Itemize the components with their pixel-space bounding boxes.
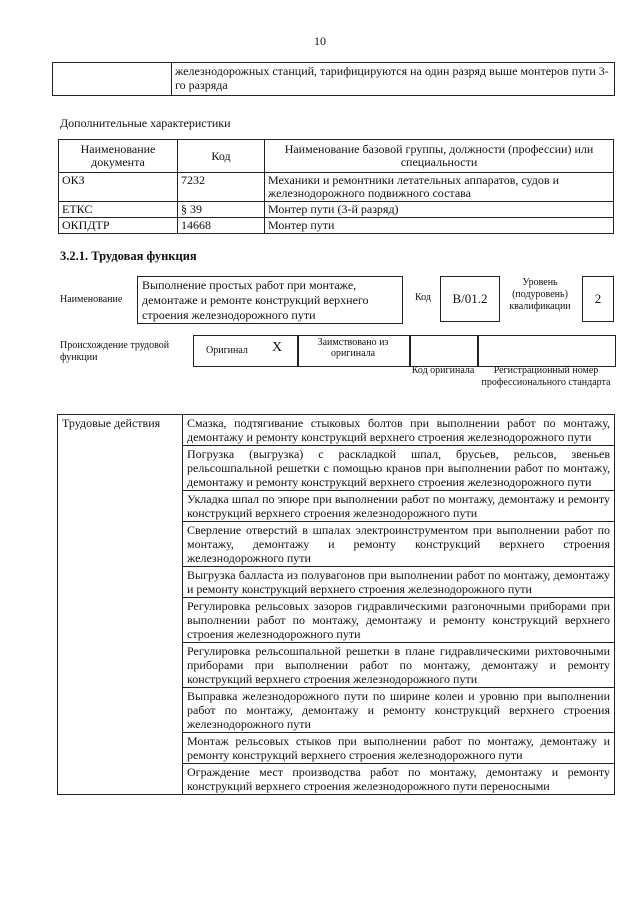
labor-actions-label: Трудовые действия	[58, 415, 183, 795]
original-code-label: Код оригинала	[411, 365, 475, 376]
original-code-box	[410, 335, 478, 367]
header-doc: Наименование документа	[59, 140, 178, 173]
labor-action-item: Смазка, подтягивание стыковых болтов при выполнении работ по монтажу, демонтажу и ремонту конструкций верхнего строения железнодорожного пути	[183, 415, 615, 446]
table-row	[59, 218, 614, 234]
name-cell: Механики и ремонтники летательных аппаратов, судов и железнодорожного подвижного состава	[265, 173, 614, 202]
original-mark: X	[272, 340, 283, 355]
labor-action-item: Ограждение мест производства работ по монтажу, демонтажу и ремонту конструкций верхнего строения железнодорожного пути переносными	[183, 764, 615, 795]
empty-cell	[53, 63, 172, 96]
labor-action-item: Регулировка рельсовых зазоров гидравлическими разгоночными приборами при выполнении работ по монтажу, демонтажу и ремонту конструкций верхнего строения железнодорожного пути	[183, 598, 615, 643]
labor-action-item: Выправка железнодорожного пути по ширине колеи и уровню при выполнении работ по монтажу, демонтажу и ремонту конструкций верхнего строения железнодорожного пути	[183, 688, 615, 733]
reg-number-label: Регистрационный номер профессионального стандарта	[481, 365, 611, 388]
borrowed-label: Заимствовано из оригинала	[317, 337, 389, 359]
function-code-box: В/01.2	[440, 276, 500, 322]
table-row	[53, 63, 615, 96]
continuation-text: железнодорожных станций, тарифицируются на один разряд выше монтеров пути 3-го разряда	[172, 63, 615, 96]
doc-cell: ЕТКС	[59, 202, 178, 218]
labor-action-item: Укладка шпал по эпюре при выполнении работ по монтажу, демонтажу и ремонту конструкций верхнего строения железнодорожного пути	[183, 491, 615, 522]
qualification-level-box: 2	[582, 276, 614, 322]
function-heading: 3.2.1. Трудовая функция	[60, 249, 197, 263]
qualification-level-label: Уровень (подуровень) квалификации	[509, 277, 571, 312]
table-row	[58, 415, 615, 446]
name-cell: Монтер пути	[265, 218, 614, 234]
code-label: Код	[415, 292, 431, 303]
name-label: Наименование	[60, 294, 123, 305]
labor-action-item: Выгрузка балласта из полувагонов при выполнении работ по монтажу, демонтажу и ремонту конструкций верхнего строения железнодорожного пути	[183, 567, 615, 598]
labor-action-item: Погрузка (выгрузка) с раскладкой шпал, брусьев, рельсов, звеньев рельсошпальной решетки с помощью кранов при выполнении работ по монтажу, демонтажу и ремонту конструкций верхнего строения железнодорожного пути	[183, 446, 615, 491]
code-cell: 14668	[178, 218, 265, 234]
doc-cell: ОКЗ	[59, 173, 178, 202]
additional-characteristics-table	[58, 139, 614, 234]
function-name-box: Выполнение простых работ при монтаже, демонтаже и ремонте конструкций верхнего строения железнодорожного пути	[137, 276, 403, 324]
header-code: Код	[178, 140, 265, 173]
labor-actions-table	[57, 414, 615, 795]
labor-action-item: Регулировка рельсошпальной решетки в плане гидравлическими рихтовочными приборами при выполнении работ по монтажу, демонтажу и ремонту конструкций верхнего строения железнодорожного пути	[183, 643, 615, 688]
doc-cell: ОКПДТР	[59, 218, 178, 234]
labor-action-item: Сверление отверстий в шпалах электроинструментом при выполнении работ по монтажу, демонтажу и ремонту конструкций верхнего строения железнодорожного пути	[183, 522, 615, 567]
table-row	[59, 173, 614, 202]
code-cell: 7232	[178, 173, 265, 202]
page-number: 10	[314, 34, 326, 48]
code-cell: § 39	[178, 202, 265, 218]
name-cell: Монтер пути (3-й разряд)	[265, 202, 614, 218]
continuation-table	[52, 62, 615, 96]
header-name: Наименование базовой группы, должности (профессии) или специальности	[265, 140, 614, 173]
additional-characteristics-label: Дополнительные характеристики	[60, 116, 231, 130]
reg-number-box	[478, 335, 616, 367]
table-row	[59, 202, 614, 218]
table-header-row	[59, 140, 614, 173]
origin-label: Происхождение трудовой функции	[60, 340, 170, 363]
labor-action-item: Монтаж рельсовых стыков при выполнении работ по монтажу, демонтажу и ремонту конструкций верхнего строения железнодорожного пути	[183, 733, 615, 764]
original-label: Оригинал	[206, 345, 248, 356]
